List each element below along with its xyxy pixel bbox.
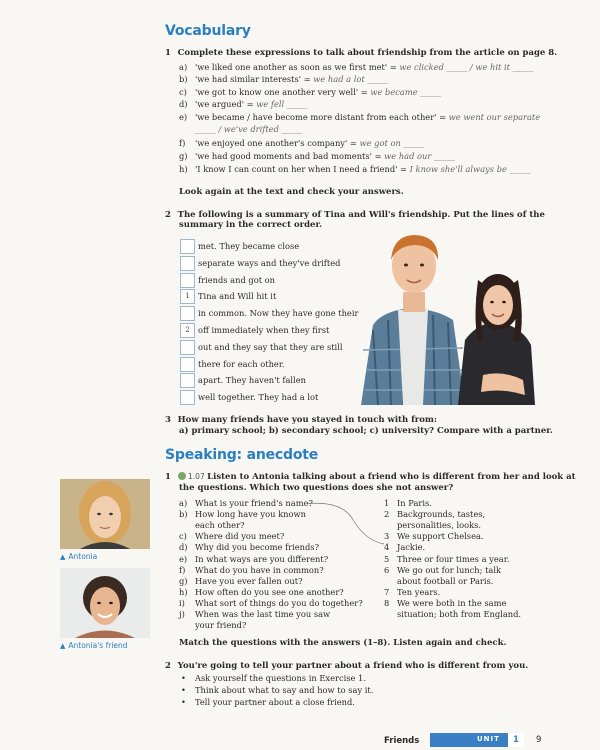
question-letter: i) [179,597,185,608]
answer-item [384,520,481,530]
item-letter: c) [179,87,187,97]
item-answer-gap[interactable]: we had a lot _____ [313,74,389,84]
answer-text: Three or four times a year. [397,553,510,564]
answer-text: We go out for lunch; talk [397,564,502,575]
answer-number: 3 [384,531,390,542]
question-item [179,554,328,564]
answer-number: 4 [384,542,390,553]
order-box[interactable] [180,373,195,388]
order-box[interactable]: 1 [180,289,195,304]
order-box[interactable] [180,239,195,254]
exercise-3-line2: a) primary school; b) secondary school; c) university? Compare with a partner. [179,426,553,436]
answer-number: 7 [384,586,390,597]
item-text: 'we liked one another as soon as we first met' = [195,62,400,72]
instruction-text: How many friends have you stayed in touch with from: [177,415,438,425]
answer-text: personalities, looks. [397,520,482,531]
answer-number: 6 [384,564,390,575]
antonia-caption: ▲ Antonia [60,552,98,561]
answer-item [384,498,432,508]
vocab-item [179,138,424,148]
answer-number: 8 [384,597,390,608]
bullet-text: Ask yourself the questions in Exercise 1. [195,673,366,683]
summary-line: Tina and Will hit it [198,291,277,302]
antonias-friend-photo [60,568,150,638]
item-answer-gap[interactable]: _____ / we've drifted _____ [195,124,303,134]
item-text: 'we got to know one another very well' = [195,87,371,97]
bullet-item [181,673,366,683]
item-answer-gap[interactable]: we went our separate [448,112,541,122]
item-letter: f) [179,138,186,148]
vocab-item [179,87,441,97]
item-text: 'we had similar interests' = [195,74,314,84]
question-letter: f) [179,564,186,575]
tina-and-will-photo [353,230,541,405]
question-letter: h) [179,586,188,597]
question-item [179,598,363,608]
item-answer-gap[interactable]: we had our _____ [384,151,455,161]
question-item [179,509,306,519]
item-letter: g) [179,151,188,161]
question-text: What is your friend's name? [195,498,313,508]
exercise-number: 3 [165,415,171,425]
item-text: 'we had good moments and bad moments' = [195,151,385,161]
question-text: What sort of things do you do together? [195,597,363,608]
question-item [179,576,303,586]
question-letter: c) [179,531,187,542]
exercise-number: 1 [165,472,171,482]
vocabulary-heading: Vocabulary [165,23,251,39]
exercise-1-instruction [165,47,557,58]
answer-text: We were both in the same [397,597,507,608]
item-text: 'I know I can count on her when I need a friend' = [195,164,410,174]
track-number: 1.07 [188,472,205,481]
bullet-text: Think about what to say and how to say it. [195,685,374,695]
audio-track[interactable] [178,472,207,481]
answer-text: We support Chelsea. [397,531,484,542]
bullet-icon: • [181,697,186,707]
footer-section-label: Friends [384,736,420,746]
summary-line: off immediately when they first [198,325,330,335]
question-letter: e) [179,553,188,564]
vocab-item [179,99,308,109]
instruction-text: You're going to tell your partner about a friend who is different from you. [177,661,529,671]
answer-item [384,598,506,608]
item-text: 'we enjoyed one another's company' = [195,138,360,148]
question-item [179,565,324,575]
item-letter: h) [179,164,188,174]
summary-line: met. They became close [198,241,300,251]
item-answer-gap[interactable]: we got on _____ [359,138,425,148]
question-item [179,531,284,541]
page-number: 9 [536,735,542,745]
order-box[interactable] [180,390,195,405]
antonias-friend-caption: ▲ Antonia's friend [60,641,128,650]
question-letter: j) [179,609,185,619]
question-letter: a) [179,498,188,508]
vocab-item [179,151,455,161]
question-text: How often do you see one another? [195,586,344,597]
audio-cd-icon [178,472,186,480]
answer-text: Jackie. [397,542,426,553]
vocab-item [179,112,540,122]
bullet-text: Tell your partner about a close friend. [195,697,355,707]
question-item [179,498,313,508]
bullet-item [181,697,355,707]
answer-text: In Paris. [397,498,432,508]
item-letter: b) [179,74,188,84]
answer-text: situation; both from England. [397,609,522,619]
vocab-item [179,164,530,174]
triangle-icon: ▲ [60,553,66,561]
vocab-item [179,124,302,134]
summary-line: well together. They had a lot [198,392,319,403]
match-connector-line [300,498,390,550]
answer-text: about football or Paris. [397,575,494,586]
answer-item [384,554,509,564]
order-box[interactable] [180,256,195,271]
exercise-1-followup: Look again at the text and check your answers. [179,187,404,197]
speaking-exercise-1-instruction [165,471,576,482]
question-letter: b) [179,509,188,520]
exercise-2-instruction-line2: summary in the correct order. [179,220,323,230]
summary-line: there for each other. [198,358,285,369]
exercise-number: 2 [165,210,171,220]
unit-number: 1 [508,733,524,747]
vocab-item [179,62,533,72]
speaking-exercise-1-followup: Match the questions with the answers (1–8). Listen again and check. [179,638,507,648]
answer-item [384,587,440,597]
answer-text: Ten years. [397,586,441,597]
question-text: What do you have in common? [195,564,324,575]
question-item [179,587,344,597]
answer-item [384,509,485,519]
summary-line: apart. They haven't fallen [198,375,306,386]
question-item [179,609,330,619]
answer-item [384,576,493,586]
summary-line: out and they say that they are still [198,341,343,352]
answer-number: 1 [384,498,390,508]
question-letter: g) [179,575,188,586]
question-text: How long have you known [195,509,306,520]
bullet-icon: • [181,685,186,695]
exercise-2-instruction [165,209,545,220]
answer-number: 2 [384,509,390,520]
question-text: each other? [195,520,245,531]
answer-item [384,542,425,552]
item-letter: a) [179,62,188,72]
order-box[interactable] [180,306,195,321]
item-answer-gap[interactable]: we became _____ [370,87,441,97]
item-text: 'we argued' = [195,99,257,109]
question-text: your friend? [195,620,247,631]
instruction-text: Complete these expressions to talk about friendship from the article on page 8. [177,48,558,58]
instruction-text: The following is a summary of Tina and Will's friendship. Put the lines of the [177,210,545,220]
answer-item [384,531,484,541]
antonia-photo [60,479,150,549]
question-item [179,620,246,630]
order-box[interactable] [180,357,195,372]
question-item [179,520,244,530]
bullet-icon: • [181,673,186,683]
speaking-exercise-1-line2: the questions. Which two questions does she not answer? [179,483,454,493]
item-answer-gap[interactable]: we clicked _____ / we hit it _____ [399,62,534,72]
speaking-heading: Speaking: anecdote [165,447,319,463]
order-box[interactable]: 2 [180,323,195,338]
answer-text: Backgrounds, tastes, [397,509,486,520]
question-text: Where did you meet? [195,531,285,542]
question-text: Why did you become friends? [195,542,320,553]
exercise-number: 2 [165,661,171,671]
answer-item [384,565,501,575]
question-item [179,542,319,552]
triangle-icon: ▲ [60,642,66,650]
answer-number: 5 [384,553,390,564]
bullet-item [181,685,373,695]
question-text: When was the last time you saw [195,609,331,619]
summary-line: separate ways and they've drifted [198,257,341,268]
order-box[interactable] [180,273,195,288]
summary-line: friends and got on [198,274,276,285]
summary-line: in common. Now they have gone their [198,308,359,319]
speaking-exercise-2-instruction [165,660,528,671]
question-text: In what ways are you different? [195,553,329,564]
answer-item [384,609,521,619]
item-text: 'we became / have become more distant from each other' = [195,112,449,122]
item-answer-gap[interactable]: we fell _____ [256,99,308,109]
order-box[interactable] [180,340,195,355]
item-letter: e) [179,112,188,122]
vocab-item [179,74,388,84]
unit-bar [430,733,524,747]
exercise-number: 1 [165,48,171,58]
unit-label: UNIT [477,735,500,743]
instruction-text: Listen to Antonia talking about a friend who is different from her and look at [207,472,576,482]
question-letter: d) [179,542,188,553]
item-answer-gap[interactable]: I know she'll always be _____ [409,164,531,174]
item-letter: d) [179,99,188,109]
exercise-3 [165,414,437,425]
question-text: Have you ever fallen out? [195,575,303,586]
